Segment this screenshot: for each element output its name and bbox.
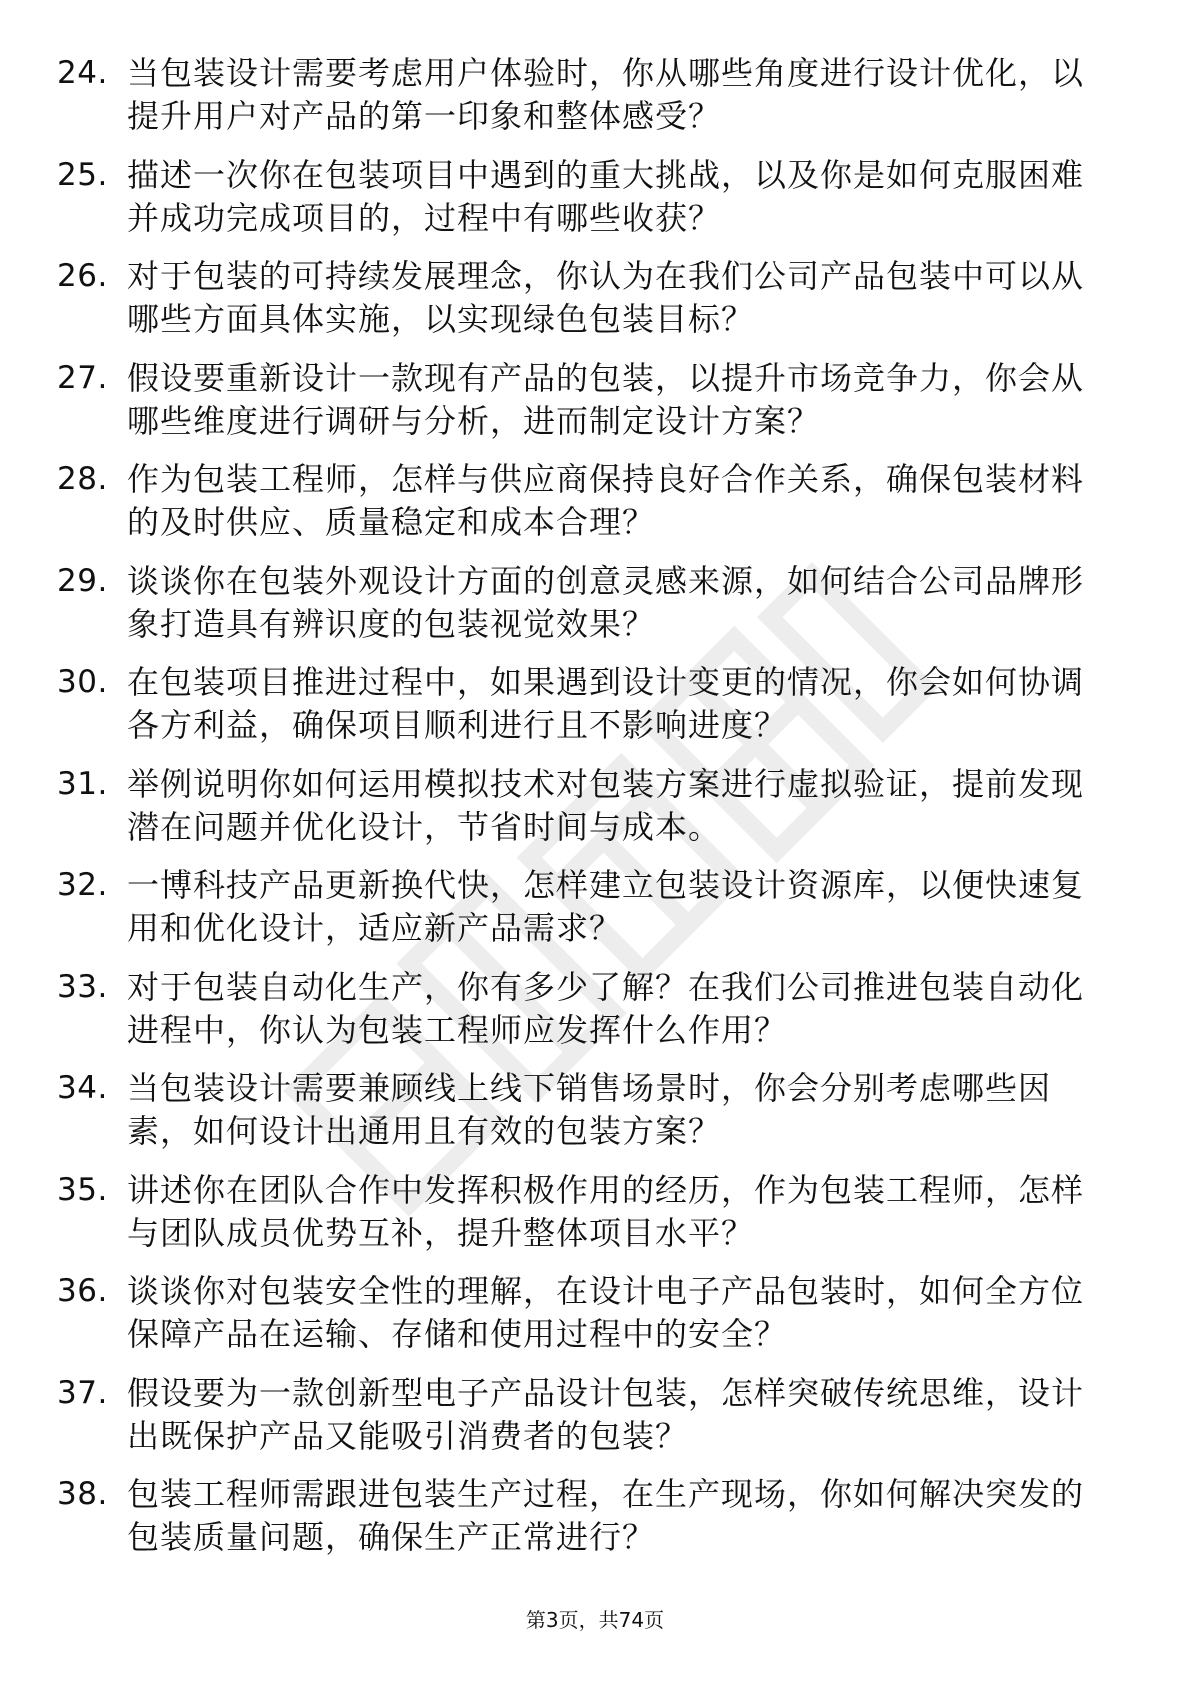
question-list xyxy=(0,52,1190,1575)
question-number: 36. xyxy=(57,1273,108,1309)
question-text: 当包装设计需要兼顾线上线下销售场景时，你会分别考虑哪些因素，如何设计出通用且有效的包装方案？ xyxy=(127,1069,1052,1150)
page-number-footer: 第3页，共74页 xyxy=(525,1608,665,1632)
question-text: 一博科技产品更新换代快，怎样建立包装设计资源库，以便快速复用和优化设计，适应新产品需求？ xyxy=(127,866,1085,947)
question-item xyxy=(0,1372,1190,1474)
question-number: 25. xyxy=(57,156,108,193)
question-text: 描述一次你在包装项目中遇到的重大挑战，以及你是如何克服困难并成功完成项目的，过程中有哪些收获？ xyxy=(127,155,1085,237)
question-text: 包装工程师需跟进包装生产过程，在生产现场，你如何解决突发的包装质量问题，确保生产正常进行？ xyxy=(127,1475,1085,1556)
question-number: 24. xyxy=(57,55,108,91)
question-number: 31. xyxy=(57,765,108,802)
question-item xyxy=(0,560,1190,662)
question-item xyxy=(0,154,1190,256)
question-item xyxy=(0,1169,1190,1271)
question-number: 26. xyxy=(57,258,108,294)
question-item xyxy=(0,661,1190,763)
question-text: 假设要重新设计一款现有产品的包装，以提升市场竞争力，你会从哪些维度进行调研与分析，进而制定设计方案？ xyxy=(127,358,1085,440)
question-item xyxy=(0,52,1190,154)
question-item xyxy=(0,458,1190,560)
question-text: 作为包装工程师，怎样与供应商保持良好合作关系，确保包装材料的及时供应、质量稳定和成本合理？ xyxy=(127,460,1085,541)
question-item xyxy=(0,357,1190,459)
question-text: 谈谈你在包装外观设计方面的创意灵感来源，如何结合公司品牌形象打造具有辨识度的包装视觉效果？ xyxy=(127,561,1085,643)
question-item xyxy=(0,864,1190,966)
question-number: 28. xyxy=(57,461,108,497)
question-text: 讲述你在团队合作中发挥积极作用的经历，作为包装工程师，怎样与团队成员优势互补，提升整体项目水平？ xyxy=(127,1170,1085,1252)
question-item xyxy=(0,1067,1190,1169)
question-item xyxy=(0,255,1190,357)
question-item xyxy=(0,966,1190,1068)
question-text: 对于包装的可持续发展理念，你认为在我们公司产品包装中可以从哪些方面具体实施，以实现绿色包装目标？ xyxy=(127,257,1085,338)
question-number: 30. xyxy=(57,664,108,700)
question-text: 对于包装自动化生产，你有多少了解？在我们公司推进包装自动化进程中，你认为包装工程师应发挥什么作用？ xyxy=(127,967,1085,1049)
question-number: 35. xyxy=(57,1171,108,1208)
question-number: 32. xyxy=(57,867,108,903)
question-number: 27. xyxy=(57,359,108,396)
question-number: 37. xyxy=(57,1374,108,1411)
question-text: 当包装设计需要考虑用户体验时，你从哪些角度进行设计优化，以提升用户对产品的第一印象和整体感受？ xyxy=(127,54,1085,135)
question-text: 假设要为一款创新型电子产品设计包装，怎样突破传统思维，设计出既保护产品又能吸引消费者的包装？ xyxy=(127,1373,1085,1455)
question-text: 举例说明你如何运用模拟技术对包装方案进行虚拟验证，提前发现潜在问题并优化设计，节省时间与成本。 xyxy=(127,764,1085,846)
question-number: 29. xyxy=(57,562,108,599)
question-number: 34. xyxy=(57,1070,108,1106)
question-item xyxy=(0,1473,1190,1575)
question-text: 谈谈你对包装安全性的理解，在设计电子产品包装时，如何全方位保障产品在运输、存储和使用过程中的安全？ xyxy=(127,1272,1085,1353)
question-number: 33. xyxy=(57,968,108,1005)
question-item xyxy=(0,1270,1190,1372)
question-number: 38. xyxy=(57,1476,108,1512)
question-item xyxy=(0,763,1190,865)
question-text: 在包装项目推进过程中，如果遇到设计变更的情况，你会如何协调各方利益，确保项目顺利进行且不影响进度？ xyxy=(127,663,1085,744)
